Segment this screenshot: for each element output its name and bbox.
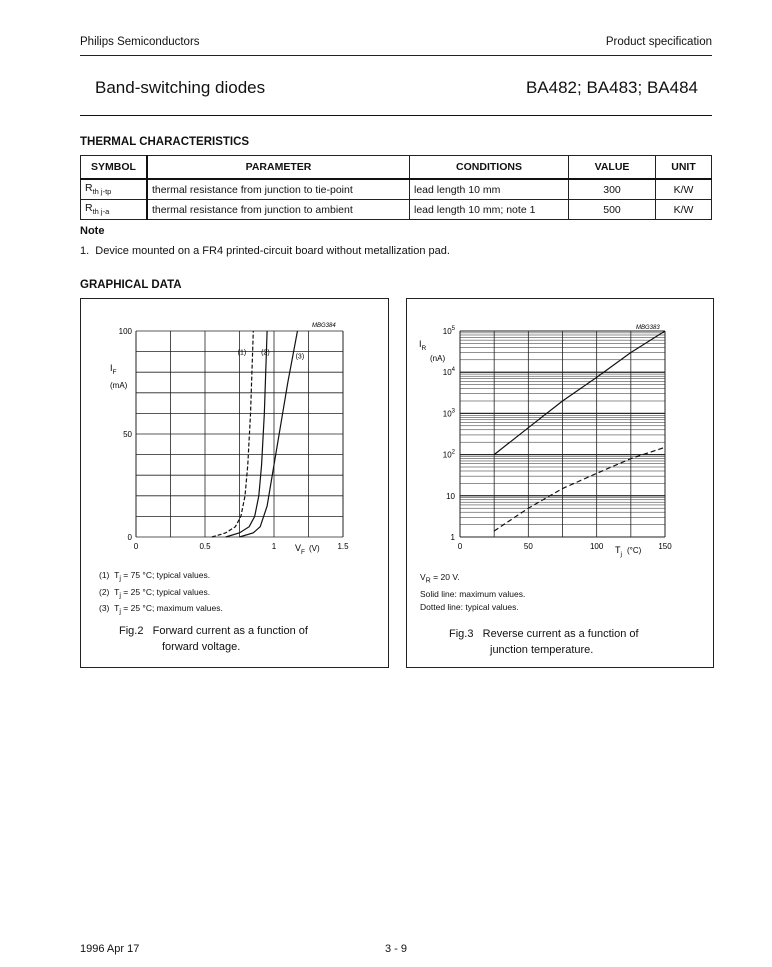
y-tick-label: $10^3$	[442, 408, 455, 419]
caption-label: Fig.2	[119, 625, 144, 637]
document-type: Product specification	[605, 36, 712, 48]
legend-item: Dotted line: typical values.	[420, 601, 519, 612]
chart-curves	[494, 331, 665, 531]
column-header: SYMBOL	[81, 156, 148, 180]
x-axis-label: $T_j$ (°C)	[615, 545, 642, 558]
thermal-section-title: THERMAL CHARACTERISTICS	[80, 136, 250, 148]
legend-item: Solid line: maximum values.	[420, 588, 526, 599]
forward-current-chart	[81, 299, 388, 567]
y-tick-label: 50	[123, 430, 132, 439]
y-tick-label: 1	[450, 533, 455, 542]
x-tick-label: 1	[271, 542, 277, 551]
part-numbers: BA482; BA483; BA484	[525, 78, 698, 97]
chart-grid	[119, 327, 349, 551]
y-tick-label: 10	[446, 491, 455, 501]
x-tick-label: 150	[658, 542, 672, 551]
y-axis-unit: (mA)	[110, 381, 128, 390]
figure-2-legend	[99, 569, 223, 619]
legend-item: (3) $T_j = 25$ °C; maximum values.	[99, 603, 223, 617]
curve-label: (3)	[295, 353, 305, 361]
chart-grid	[443, 326, 672, 551]
unit-cell: K/W	[656, 200, 712, 220]
x-axis-label: $V_F$ (V)	[295, 543, 320, 556]
table-header-row	[81, 156, 712, 180]
footer-date: 1996 Apr 17	[80, 943, 140, 955]
legend-item: $V_R = 20$ V.	[420, 572, 460, 585]
document-title: Band-switching diodes	[95, 78, 266, 97]
y-tick-label: 0	[127, 533, 132, 542]
figure-code: MBG384	[312, 323, 336, 329]
graphical-section-title: GRAPHICAL DATA	[80, 279, 182, 291]
x-tick-label: 1.5	[337, 542, 349, 551]
column-header: UNIT	[656, 156, 712, 180]
x-tick-label: 100	[589, 542, 604, 551]
y-axis-label: $I_R$	[419, 339, 427, 352]
y-axis-unit: (nA)	[430, 354, 446, 363]
symbol-cell: $R_{th j-a}$	[81, 200, 148, 220]
figure-3-caption	[449, 626, 639, 658]
page-number: 3 - 9	[385, 943, 408, 955]
series-line	[494, 447, 665, 531]
figure-2-box	[80, 298, 389, 668]
table-row	[81, 179, 712, 200]
caption-text: Forward current as a function of	[152, 625, 308, 637]
symbol-cell: $R_{th j-tp}$	[81, 179, 148, 200]
figure-2-caption	[119, 623, 308, 655]
unit-cell: K/W	[656, 179, 712, 200]
x-tick-label: 0	[457, 542, 463, 551]
y-axis-label: $I_F$	[110, 363, 117, 376]
figure-3-box	[406, 298, 714, 668]
y-tick-label: $10^2$	[442, 449, 455, 460]
note-text: 1. Device mounted on a FR4 printed-circuit board without metallization pad.	[80, 245, 450, 257]
value-cell: 300	[569, 179, 656, 200]
reverse-current-chart	[407, 299, 713, 567]
parameter-cell: thermal resistance from junction to tie-point	[147, 179, 410, 200]
series-line	[494, 331, 665, 455]
caption-text: junction temperature.	[490, 644, 594, 656]
curve-label: (2)	[261, 349, 270, 357]
conditions-cell: lead length 10 mm; note 1	[410, 200, 569, 220]
company-name: Philips Semiconductors	[80, 36, 200, 48]
note-title: Note	[80, 225, 105, 237]
caption-text: Reverse current as a function of	[482, 628, 639, 640]
x-tick-label: 0	[133, 542, 139, 551]
legend-item: (1) $T_j = 75$ °C; typical values.	[99, 570, 211, 583]
caption-text: forward voltage.	[162, 641, 241, 653]
x-tick-label: 0.5	[199, 542, 211, 551]
column-header: CONDITIONS	[410, 156, 569, 180]
column-header: PARAMETER	[147, 156, 410, 180]
figure-code: MBG383	[636, 325, 660, 331]
table-row	[81, 200, 712, 220]
legend-item: (2) $T_j = 25$ °C; typical values.	[99, 586, 211, 600]
figure-3-legend	[420, 571, 525, 614]
caption-label: Fig.3	[449, 628, 474, 640]
parameter-cell: thermal resistance from junction to ambient	[147, 200, 410, 220]
title-rule	[80, 115, 712, 116]
header-rule	[80, 55, 712, 56]
x-tick-label: 50	[523, 542, 533, 551]
y-tick-label: $10^4$	[442, 367, 455, 378]
column-header: VALUE	[569, 156, 656, 180]
thermal-table	[80, 155, 712, 220]
conditions-cell: lead length 10 mm	[410, 179, 569, 200]
y-tick-label: 100	[118, 327, 132, 336]
y-tick-label: $10^5$	[442, 326, 455, 336]
curve-label: (1)	[237, 349, 247, 357]
value-cell: 500	[569, 200, 656, 220]
